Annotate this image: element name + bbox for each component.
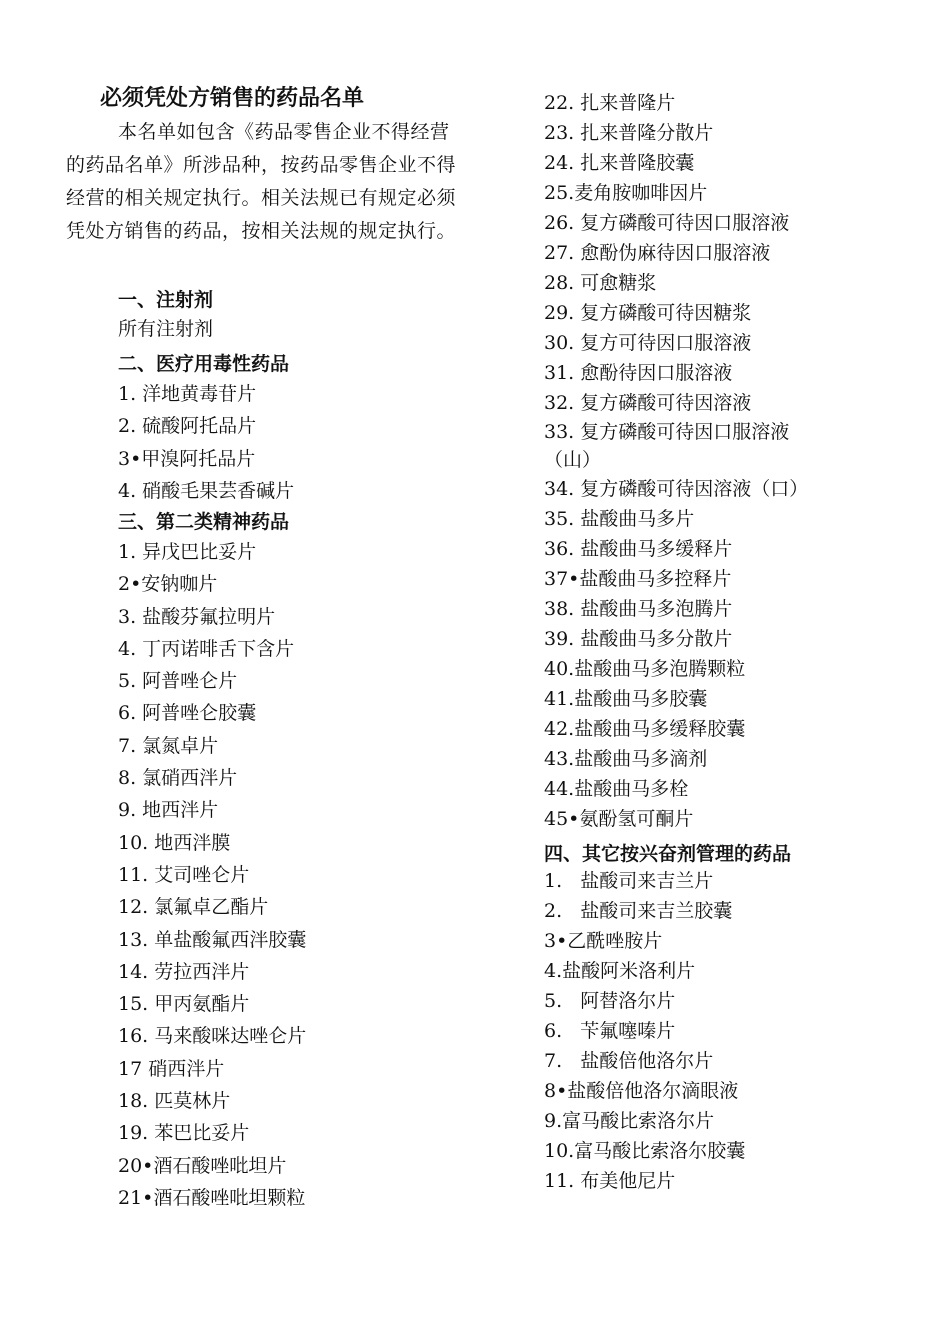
list-item: 10.富马酸比索洛尔胶囊 xyxy=(544,1140,746,1162)
list-item: 1. 洋地黄毒苷片 xyxy=(118,383,257,405)
list-item: 43.盐酸曲马多滴剂 xyxy=(544,748,708,770)
list-item: 2. 硫酸阿托品片 xyxy=(118,415,257,438)
list-item: 10. 地西泮膜 xyxy=(118,831,231,854)
list-item: 8•盐酸倍他洛尔滴眼液 xyxy=(544,1080,739,1102)
document-title: 必须凭处方销售的药品名单 xyxy=(100,86,365,111)
list-item: 34. 复方磷酸可待因溶液（口） xyxy=(544,478,809,500)
list-item: 7. 氯氮卓片 xyxy=(118,734,219,757)
stimulant-list xyxy=(544,866,854,1196)
section-heading: 三、第二类精神药品 xyxy=(118,511,290,533)
section-psychotropic-drugs xyxy=(118,508,448,1214)
list-item: 30. 复方可待因口服溶液 xyxy=(544,332,752,354)
list-item: 2. 盐酸司来吉兰胶囊 xyxy=(544,900,733,922)
list-item: 28. 可愈糖浆 xyxy=(544,272,657,294)
list-item: 5. 阿替洛尔片 xyxy=(544,990,676,1012)
list-item: 1. 异戊巴比妥片 xyxy=(118,541,257,563)
list-item: 23. 扎来普隆分散片 xyxy=(544,122,714,144)
list-item: 4.盐酸阿米洛利片 xyxy=(544,960,696,982)
list-item: 38. 盐酸曲马多泡腾片 xyxy=(544,598,733,620)
list-item: 3•乙酰唑胺片 xyxy=(544,930,663,952)
list-item: 3. 盐酸芬氟拉明片 xyxy=(118,605,276,628)
section-heading: 二、医疗用毒性药品 xyxy=(118,353,290,375)
list-item: 27. 愈酚伪麻待因口服溶液 xyxy=(544,242,771,264)
list-item: 6. 苄氟噻嗪片 xyxy=(544,1020,676,1042)
list-item: 26. 复方磷酸可待因口服溶液 xyxy=(544,212,790,234)
list-item: 15. 甲丙氨酯片 xyxy=(118,993,250,1016)
list-item: 9. 地西泮片 xyxy=(118,799,219,822)
list-item: 29. 复方磷酸可待因糖浆 xyxy=(544,302,752,324)
list-item: 4. 硝酸毛果芸香碱片 xyxy=(118,479,295,502)
list-item: 8. 氯硝西泮片 xyxy=(118,767,238,790)
list-item: 17 硝西泮片 xyxy=(118,1057,225,1080)
section-toxic-drugs xyxy=(118,350,448,507)
list-item: 39. 盐酸曲马多分散片 xyxy=(544,628,733,650)
list-item: 11. 艾司唑仑片 xyxy=(118,863,250,886)
list-item: 12. 氯氟卓乙酯片 xyxy=(118,896,269,919)
list-item: 44.盐酸曲马多栓 xyxy=(544,778,689,800)
list-item: 31. 愈酚待因口服溶液 xyxy=(544,362,733,384)
list-item: 11. 布美他尼片 xyxy=(544,1170,676,1192)
list-item: 2•安钠咖片 xyxy=(118,573,218,596)
list-item: 20•酒石酸唑吡坦片 xyxy=(118,1154,287,1177)
list-item: 45•氨酚氢可酮片 xyxy=(544,808,694,830)
list-item: 14. 劳拉西泮片 xyxy=(118,960,250,983)
list-item: 1. 盐酸司来吉兰片 xyxy=(544,870,714,892)
list-item: 5. 阿普唑仑片 xyxy=(118,670,238,693)
list-item: 42.盐酸曲马多缓释胶囊 xyxy=(544,718,746,740)
list-item: 36. 盐酸曲马多缓释片 xyxy=(544,538,733,560)
list-item: 40.盐酸曲马多泡腾颗粒 xyxy=(544,658,746,680)
list-item: 4. 丁丙诺啡舌下含片 xyxy=(118,637,295,660)
list-item: 37•盐酸曲马多控释片 xyxy=(544,568,732,590)
psychotropic-continued-list xyxy=(544,88,854,834)
list-item: 7. 盐酸倍他洛尔片 xyxy=(544,1050,714,1072)
list-item: 9.富马酸比索洛尔片 xyxy=(544,1110,715,1132)
list-item: 24. 扎来普隆胶囊 xyxy=(544,152,695,174)
section-injection xyxy=(118,286,448,344)
list-item: 41.盐酸曲马多胶囊 xyxy=(544,688,708,710)
list-item: 25.麦角胺咖啡因片 xyxy=(544,182,708,204)
list-item: 18. 匹莫林片 xyxy=(118,1090,231,1113)
list-item: 35. 盐酸曲马多片 xyxy=(544,508,695,530)
list-item: 22. 扎来普隆片 xyxy=(544,92,676,114)
intro-paragraph: 本名单如包含《药品零售企业不得经营的药品名单》所涉品种，按药品零售企业不得经营的相关规定执行。相关法规已有规定必须凭处方销售的药品，按相关法规的规定执行。 xyxy=(66,121,457,242)
list-item: 21•酒石酸唑吡坦颗粒 xyxy=(118,1186,306,1209)
list-item: 13. 单盐酸氟西泮胶囊 xyxy=(118,928,307,951)
list-item-wrapped: 33. 复方磷酸可待因口服溶液（山） xyxy=(544,421,790,471)
section-heading: 一、注射剂 xyxy=(118,289,214,311)
list-item: 16. 马来酸咪达唑仑片 xyxy=(118,1025,307,1048)
list-item: 6. 阿普唑仑胶囊 xyxy=(118,702,257,725)
section-heading-stimulant: 四、其它按兴奋剂管理的药品 xyxy=(544,843,792,865)
section-text: 所有注射剂 xyxy=(118,318,214,340)
list-item: 19. 苯巴比妥片 xyxy=(118,1122,250,1145)
list-item: 3•甲溴阿托品片 xyxy=(118,447,256,470)
list-item: 32. 复方磷酸可待因溶液 xyxy=(544,392,752,414)
